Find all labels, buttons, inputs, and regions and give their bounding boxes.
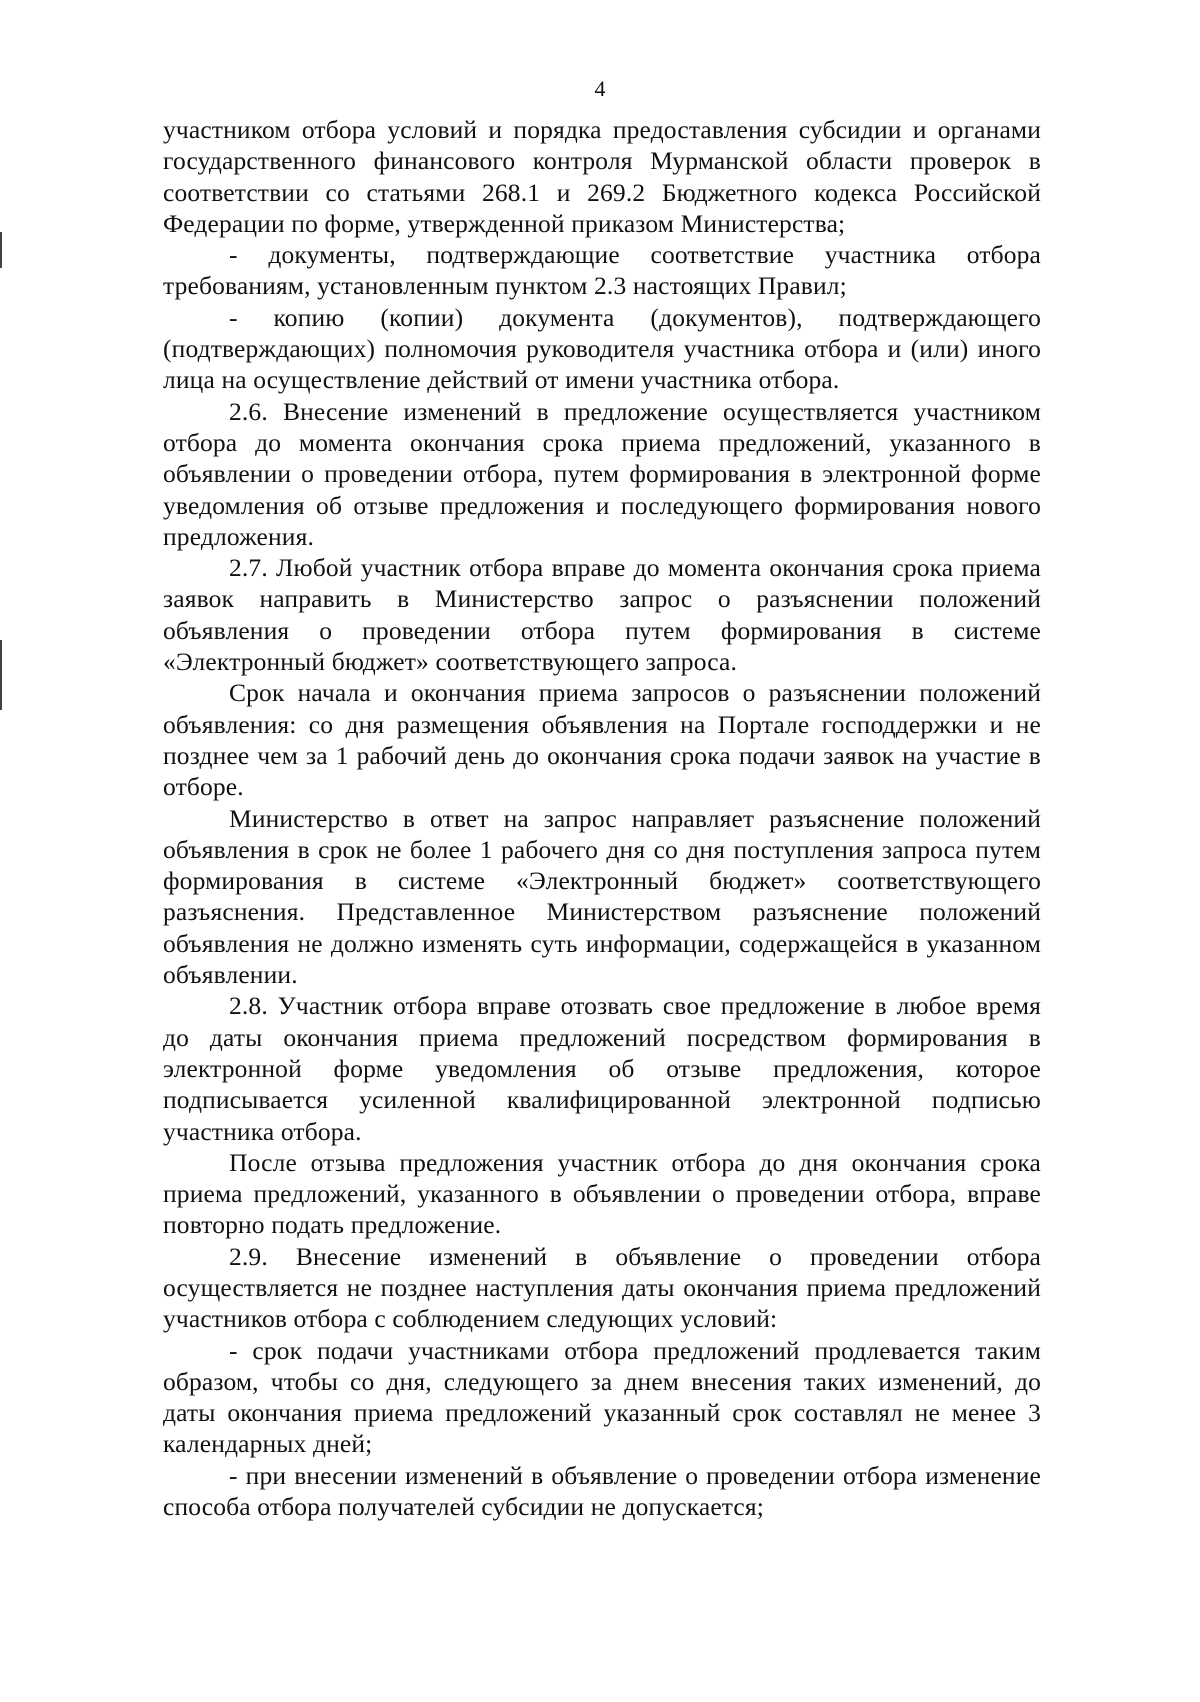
document-body (163, 114, 1041, 1522)
scan-edge-mark (0, 232, 2, 268)
clause-2-7: 2.7. Любой участник отбора вправе до момента окончания срока приема заявок направить в Министерство запрос о разъяснении положений объявления о проведении отбора путем формирования в системе «Электронный бюджет» соответствующего запроса. (163, 553, 1041, 677)
list-item-method-change: - при внесении изменений в объявление о проведении отбора изменение способа отбора получателей субсидии не допускается; (163, 1460, 1041, 1522)
clause-2-9: 2.9. Внесение изменений в объявление о проведении отбора осуществляется не позднее наступления даты окончания приема предложений участников отбора с соблюдением следующих условий: (163, 1241, 1041, 1334)
clause-2-6: 2.6. Внесение изменений в предложение осуществляется участником отбора до момента окончания срока приема предложений, указанного в объявлении о проведении отбора, путем формирования в электронной форме уведомления об отзыве предложения и последующего формирования нового предложения. (163, 396, 1041, 551)
list-item-authority-copy: - копию (копии) документа (документов), подтверждающего (подтверждающих) полномочия руководителя участника отбора и (или) иного лица на осуществление действий от имени участника отбора. (163, 302, 1041, 395)
paragraph-continuation: участником отбора условий и порядка предоставления субсидии и органами государственного финансового контроля Мурманской области проверок в соответствии со статьями 268.1 и 269.2 Бюджетного кодекса Российской Федерации по форме, утвержденной приказом Министерства; (163, 115, 1041, 238)
clause-2-8: 2.8. Участник отбора вправе отозвать свое предложение в любое время до даты окончания приема предложений посредством формирования в электронной форме уведомления об отзыве предложения, которое подписывается усиленной квалифицированной электронной подписью участника отбора. (163, 991, 1041, 1146)
scan-edge-mark (0, 640, 2, 710)
list-item-documents: - документы, подтверждающие соответствие участника отбора требованиям, установленным пунктом 2.3 настоящих Правил; (163, 240, 1041, 301)
paragraph-request-period: Срок начала и окончания приема запросов о разъяснении положений объявления: со дня размещения объявления на Портале господдержки и не позднее чем за 1 рабочий день до окончания срока подачи заявок на участие в отборе. (163, 678, 1041, 802)
list-item-deadline-extension: - срок подачи участниками отбора предложений продлевается таким образом, чтобы со дня, следующего за днем внесения таких изменений, до даты окончания приема предложений указанный срок составлял не менее 3 календарных дней; (163, 1335, 1041, 1459)
page-number: 4 (594, 76, 606, 101)
paragraph-ministry-response: Министерство в ответ на запрос направляет разъяснение положений объявления в срок не более 1 рабочего дня со дня поступления запроса путем формирования в системе «Электронный бюджет» соответствующего разъяснения. Представленное Министерством разъяснение положений объявления не должно изменять суть информации, содержащейся в указанном объявлении. (163, 803, 1041, 990)
paragraph-resubmit: После отзыва предложения участник отбора до дня окончания срока приема предложений, указанного в объявлении о проведении отбора, вправе повторно подать предложение. (163, 1147, 1041, 1240)
